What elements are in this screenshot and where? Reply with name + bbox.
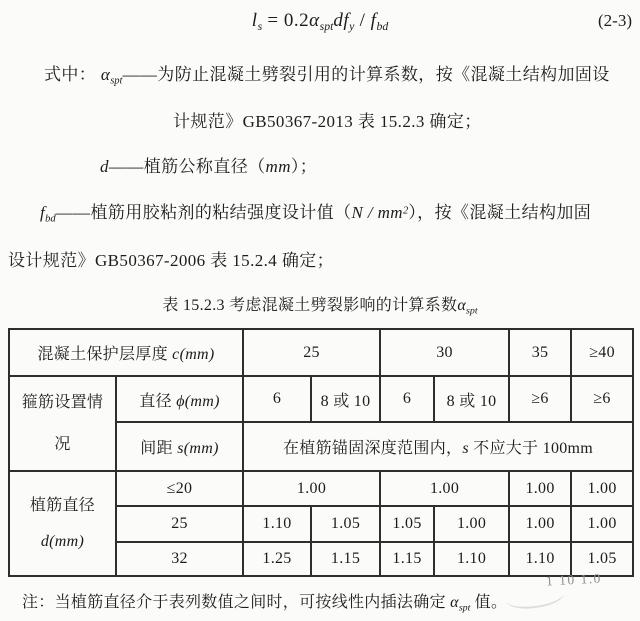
alpha-definition-text: 为防止混凝土劈裂引用的计算系数，按《混凝土结构加固设: [157, 65, 610, 84]
definition-line-fbd: [40, 198, 591, 225]
spacing-rule-text: 在植筋锚固深度范围内，: [283, 440, 463, 457]
table-cell: 1.05: [380, 506, 434, 542]
rebar-diameter-header: [9, 471, 116, 576]
fbd-symbol-sub: bd: [45, 213, 56, 225]
stirrup-config-header: [9, 376, 116, 471]
em-dash: ——: [55, 203, 91, 222]
cover-25-header: 25: [243, 329, 380, 376]
scan-artifact-text: 1 10 1.0: [545, 570, 603, 589]
alpha-symbol-sub: spt: [110, 75, 123, 87]
formula-l: l: [251, 10, 258, 31]
diameter-header: [116, 376, 243, 422]
table-caption: [0, 292, 640, 316]
em-dash: ——: [122, 65, 158, 84]
table-cell: 1.10: [434, 542, 509, 576]
table-row-stirrup-diameter: [9, 376, 633, 422]
formula-l-sub: s: [257, 20, 263, 34]
d25-label: 25: [116, 506, 243, 542]
s-mm-symbol: s(mm): [177, 440, 219, 457]
stirrup-config-line2: 况: [54, 435, 71, 453]
phi-mm-symbol: ϕ(mm): [176, 392, 220, 410]
rebar-diameter-line2: d(mm): [40, 532, 85, 550]
definition-line-d: [100, 152, 317, 177]
d32-label: 32: [116, 542, 243, 576]
definition-line-alpha-cont: [173, 107, 482, 132]
table-cell: 1.05: [311, 506, 380, 542]
cover-40-header: ≥40: [571, 329, 633, 376]
table-caption-text: 表 15.2.3 考虑混凝土劈裂影响的计算系数: [162, 297, 458, 314]
formula-fbd: f: [370, 10, 377, 31]
table-cell: 1.00: [434, 506, 509, 542]
cover-thickness-header: [9, 329, 243, 376]
table-footnote: [22, 589, 507, 613]
spacing-rule-text-2: 不应大于 100mm: [468, 440, 594, 457]
formula-df: df: [333, 10, 350, 31]
alpha-definition-text-2: 计规范》GB50367-2013 表 15.2.3 确定；: [173, 112, 482, 131]
table-cell: 1.15: [311, 542, 380, 576]
definition-line-alpha: [44, 60, 610, 87]
where-label: 式中：: [44, 65, 101, 84]
footnote-text-end: 值。: [470, 594, 508, 611]
caption-alpha-sub: spt: [466, 305, 478, 317]
s-symbol: s: [462, 440, 469, 457]
anchor-length-formula: [0, 10, 640, 34]
formula-fbd-sub: bd: [376, 20, 389, 34]
footnote-alpha-sub: spt: [458, 602, 471, 614]
cover-35-header: 35: [509, 329, 571, 376]
table-cell: 1.00: [509, 506, 571, 542]
spacing-label: 间距: [140, 440, 178, 457]
rebar-diameter-line1: 植筋直径: [29, 496, 96, 514]
alpha-symbol: α: [100, 65, 111, 84]
coefficient-table: [8, 328, 634, 577]
c-mm-symbol: c(mm): [172, 346, 215, 363]
d-definition-text: 植筋公称直径（: [143, 157, 266, 176]
fbd-definition-text-2: 设计规范》GB50367-2006 表 15.2.4 确定；: [8, 251, 335, 270]
formula-alpha-sub: spt: [319, 20, 334, 34]
table-cell: 1.05: [571, 542, 633, 576]
table-cell: 8 或 10: [311, 376, 380, 422]
table-cell: ≥6: [509, 376, 571, 422]
nmm-unit: N / mm: [351, 203, 403, 222]
table-cell: 1.15: [380, 542, 434, 576]
equation-number: (2-3): [598, 11, 632, 30]
table-cell: 1.00: [509, 471, 571, 506]
table-cell: 1.10: [243, 506, 311, 542]
d-symbol: d: [100, 157, 109, 176]
fbd-definition-text: 植筋用胶粘剂的粘结强度设计值（: [90, 203, 352, 222]
table-cell: 1.10: [509, 542, 571, 576]
d20-label: ≤20: [116, 471, 243, 506]
table-cell: 6: [243, 376, 311, 422]
footnote-alpha: α: [450, 594, 459, 611]
table-cell: 1.00: [571, 471, 633, 506]
spacing-header: [116, 422, 243, 471]
fbd-definition-end: ），按《混凝土结构加固: [408, 203, 592, 222]
footnote-text: 注：当植筋直径介于表列数值之间时，可按线性内插法确定: [22, 594, 451, 611]
cover-thickness-label: 混凝土保护层厚度: [37, 346, 173, 363]
diameter-label: 直径: [139, 392, 177, 410]
formula-alpha: α: [309, 10, 320, 31]
stirrup-config-line1: 箍筋设置情: [21, 393, 104, 411]
table-cell: 1.25: [243, 542, 311, 576]
fbd-symbol: f: [40, 203, 46, 222]
formula-row: [0, 10, 640, 40]
table-cell: ≥6: [571, 376, 633, 422]
formula-equals: = 0.2: [262, 10, 310, 31]
table-cell: 1.00: [571, 506, 633, 542]
mm-unit: mm: [265, 157, 291, 176]
table-cell: 1.00: [243, 471, 380, 506]
formula-slash: /: [354, 10, 371, 31]
nmm-unit-sup: 2: [403, 205, 409, 217]
caption-alpha: α: [457, 297, 467, 314]
table-cell: 6: [380, 376, 434, 422]
formula-df-sub: y: [349, 20, 355, 34]
table-cell: 8 或 10: [434, 376, 509, 422]
definition-line-fbd-cont: [8, 246, 334, 271]
table-row-d20: [9, 471, 633, 506]
em-dash: ——: [108, 157, 144, 176]
table-row-cover: [9, 329, 633, 376]
d-definition-end: ）；: [290, 157, 318, 176]
spacing-rule-cell: [243, 422, 633, 471]
cover-30-header: 30: [380, 329, 509, 376]
table-cell: 1.00: [380, 471, 509, 506]
